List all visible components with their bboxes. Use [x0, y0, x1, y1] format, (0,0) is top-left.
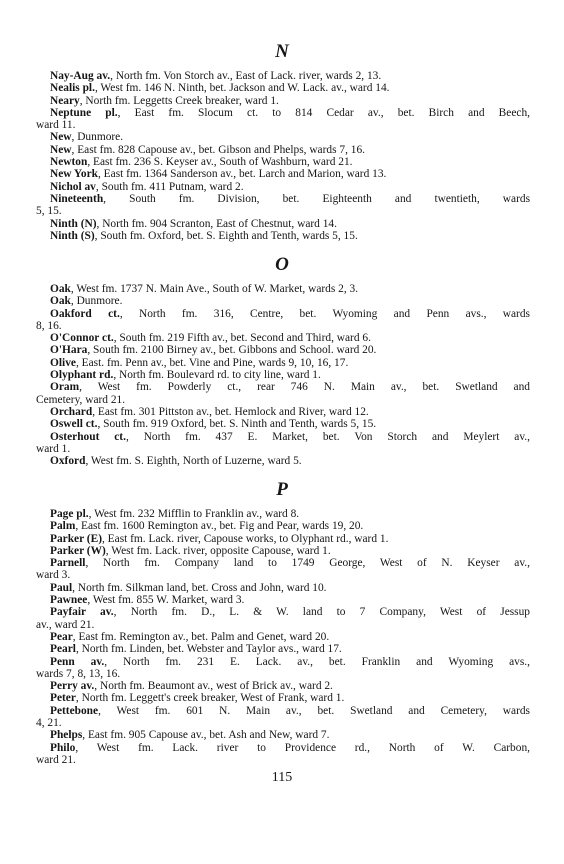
street-entry	[18, 381, 530, 393]
section-p-entries	[18, 508, 530, 766]
entry-continuation	[18, 619, 530, 631]
street-name: New York	[50, 168, 98, 181]
street-description: , Dunmore.	[70, 295, 123, 308]
street-entry	[18, 520, 530, 532]
street-name: Orchard	[50, 405, 93, 418]
street-name: Oak	[50, 295, 71, 308]
street-description: , North fm. Leggetts Creek breaker, ward 1.	[79, 94, 279, 107]
street-name: Pear	[50, 630, 73, 643]
street-entry	[18, 705, 530, 717]
street-description: , North fm. Linden, bet. Webster and Taylor avs., ward 17.	[75, 643, 342, 656]
street-name: Pawnee	[50, 594, 88, 607]
street-entry	[18, 332, 530, 344]
street-description: , West fm. 601 N. Main av., bet. Swetland and Cemetery, wards	[98, 704, 530, 717]
street-description: , East fm. 236 S. Keyser av., South of Washburn, ward 21.	[87, 156, 353, 169]
street-name: O'Connor ct.	[50, 332, 114, 345]
street-entry	[18, 742, 530, 754]
street-description: , South fm. 411 Putnam, ward 2.	[95, 180, 244, 193]
street-description: , East fm. 905 Capouse av., bet. Ash and New, ward 7.	[82, 729, 330, 742]
street-name: Parnell	[50, 557, 86, 570]
street-name: Payfair av.	[50, 606, 114, 619]
street-name: Nineteenth	[50, 192, 104, 205]
street-description: , North fm. Boulevard rd. to city line, ward 1.	[113, 369, 321, 382]
section-letter-n: N	[275, 41, 289, 62]
street-name: Oram	[50, 381, 80, 394]
street-description: , North fm. 437 E. Market, bet. Von Storch and Meylert av.,	[125, 430, 530, 443]
street-description: , West fm. 232 Mifflin to Franklin av., ward 8.	[88, 508, 300, 520]
street-description: , East fm. Remington av., bet. Palm and Genet, ward 20.	[72, 630, 330, 643]
street-entry	[18, 369, 530, 381]
street-description: , West fm. 1737 N. Main Ave., South of W. Market, wards 2, 3.	[70, 283, 359, 295]
street-entry	[18, 156, 530, 168]
street-description: ward 21.	[36, 753, 76, 766]
street-description: , South fm. Division, bet. Eighteenth and twentieth, wards	[103, 192, 530, 205]
street-entry	[18, 357, 530, 369]
street-name: Neptune pl.	[50, 106, 118, 119]
section-letter-o: O	[275, 254, 289, 275]
street-description: ward 11.	[36, 119, 76, 132]
street-entry	[18, 131, 530, 143]
section-n-entries	[18, 70, 530, 242]
street-name: Pearl	[50, 643, 76, 656]
entry-continuation	[18, 119, 530, 131]
street-entry	[18, 406, 530, 418]
street-description: , North fm. Beaumont av., west of Brick av., ward 2.	[94, 680, 333, 693]
entry-continuation	[18, 754, 530, 766]
street-entry	[18, 582, 530, 594]
street-description: , Dunmore.	[71, 131, 124, 144]
street-name: Oakford ct.	[50, 307, 120, 320]
street-description: Cemetery, ward 21.	[36, 393, 126, 406]
street-description: , South fm. 919 Oxford, bet. S. Ninth and Tenth, wards 5, 15.	[97, 418, 377, 431]
street-entry	[18, 144, 530, 156]
street-description: , East fm. 828 Capouse av., bet. Gibson and Phelps, wards 7, 16.	[71, 143, 365, 156]
street-description: , North fm. 316, Centre, bet. Wyoming and Penn avs., wards	[119, 307, 530, 320]
section-letter-p: P	[276, 479, 288, 500]
street-name: Palm	[50, 520, 76, 533]
street-entry	[18, 455, 530, 467]
street-description: , North fm. Von Storch av., East of Lack. river, wards 2, 13.	[110, 70, 382, 82]
street-entry	[18, 508, 530, 520]
street-description: , West fm. 855 W. Market, ward 3.	[87, 594, 245, 607]
street-entry	[18, 295, 530, 307]
street-name: Ninth (S)	[50, 229, 95, 242]
street-name: New	[50, 143, 72, 156]
street-entry	[18, 729, 530, 741]
street-entry	[18, 431, 530, 443]
street-name: Osterhout ct.	[50, 430, 126, 443]
street-name: Ninth (N)	[50, 217, 97, 230]
street-description: , West fm. S. Eighth, North of Luzerne, ward 5.	[85, 455, 302, 468]
street-name: Pettebone	[50, 704, 99, 717]
street-entry	[18, 230, 530, 242]
street-name: Page pl.	[50, 508, 89, 520]
street-name: Parker (W)	[50, 544, 106, 557]
street-entry	[18, 594, 530, 606]
street-entry	[18, 193, 530, 205]
entry-continuation	[18, 569, 530, 581]
street-entry	[18, 107, 530, 119]
street-entry	[18, 545, 530, 557]
street-name: Olyphant rd.	[50, 369, 114, 382]
street-entry	[18, 344, 530, 356]
street-name: Nealis pl.	[50, 82, 95, 95]
street-description: 8, 16.	[36, 319, 62, 332]
street-description: , West fm. 146 N. Ninth, bet. Jackson and W. Lack. av., ward 14.	[94, 82, 390, 95]
street-name: O'Hara	[50, 344, 88, 357]
street-name: Parker (E)	[50, 532, 102, 545]
street-name: Oak	[50, 283, 71, 295]
entry-continuation	[18, 668, 530, 680]
street-entry	[18, 308, 530, 320]
street-description: , East. fm. Penn av., bet. Vine and Pine, wards 9, 10, 16, 17.	[75, 356, 349, 369]
street-entry	[18, 656, 530, 668]
street-name: Oswell ct.	[50, 418, 98, 431]
street-description: , West fm. Lack. river, opposite Capouse, ward 1.	[105, 544, 331, 557]
street-name: Peter	[50, 692, 76, 705]
street-description: ward 1.	[36, 442, 71, 455]
street-name: Phelps	[50, 729, 83, 742]
street-description: 4, 21.	[36, 717, 62, 730]
street-description: , North fm. 231 E. Lack. av., bet. Franklin and Wyoming avs.,	[104, 655, 531, 668]
street-description: , North fm. 904 Scranton, East of Chestnut, ward 14.	[96, 217, 337, 230]
street-description: , East fm. 1364 Sanderson av., bet. Larch and Marion, ward 13.	[97, 168, 387, 181]
street-entry	[18, 631, 530, 643]
street-name: Nay-Aug av.	[50, 70, 111, 82]
street-entry	[18, 680, 530, 692]
section-o-entries	[18, 283, 530, 467]
street-description: , South fm. 219 Fifth av., bet. Second and Third, ward 6.	[113, 332, 371, 345]
street-name: New	[50, 131, 72, 144]
street-description: , North fm. Silkman land, bet. Cross and John, ward 10.	[72, 581, 327, 594]
street-entry	[18, 95, 530, 107]
street-description: , North fm. D., L. & W. land to 7 Company, West of Jessup	[113, 606, 530, 619]
street-name: Oxford	[50, 455, 86, 468]
street-description: , South fm. Oxford, bet. S. Eighth and Tenth, wards 5, 15.	[94, 229, 358, 242]
street-entry	[18, 82, 530, 94]
street-description: , North fm. Company land to 1749 George, West of N. Keyser av.,	[85, 557, 530, 570]
street-entry	[18, 70, 530, 82]
street-entry	[18, 181, 530, 193]
street-description: , North fm. Leggett's creek breaker, West of Frank, ward 1.	[75, 692, 345, 705]
page-number: 115	[271, 770, 293, 785]
street-entry	[18, 557, 530, 569]
street-entry	[18, 418, 530, 430]
entry-continuation	[18, 443, 530, 455]
entry-continuation	[18, 205, 530, 217]
street-description: , West fm. Powderly ct., rear 746 N. Main av., bet. Swetland and	[79, 381, 530, 394]
street-name: Olive	[50, 356, 76, 369]
street-entry	[18, 692, 530, 704]
street-name: Perry av.	[50, 680, 95, 693]
street-description: av., ward 21.	[36, 618, 95, 631]
street-description: , South fm. 2100 Birney av., bet. Gibbons and School. ward 20.	[87, 344, 377, 357]
street-entry	[18, 168, 530, 180]
street-description: , East fm. Slocum ct. to 814 Cedar av., bet. Birch and Beech,	[117, 106, 530, 119]
street-name: Penn av.	[50, 655, 105, 668]
street-name: Neary	[50, 94, 80, 107]
entry-continuation	[18, 717, 530, 729]
street-description: , East fm. 1600 Remington av., bet. Fig and Pear, wards 19, 20.	[75, 520, 364, 533]
street-entry	[18, 606, 530, 618]
street-description: , West fm. Lack. river to Providence rd., North of W. Carbon,	[75, 741, 530, 754]
street-name: Philo	[50, 741, 76, 754]
street-name: Paul	[50, 581, 73, 594]
street-name: Newton	[50, 156, 88, 169]
street-entry	[18, 533, 530, 545]
street-description: , East fm. Lack. river, Capouse works, to Olyphant rd., ward 1.	[101, 532, 389, 545]
street-description: 5, 15.	[36, 205, 62, 218]
street-entry	[18, 218, 530, 230]
street-entry	[18, 643, 530, 655]
entry-continuation	[18, 394, 530, 406]
street-description: ward 3.	[36, 569, 71, 582]
street-entry	[18, 283, 530, 295]
street-name: Nichol av	[50, 180, 96, 193]
entry-continuation	[18, 320, 530, 332]
street-description: , East fm. 301 Pittston av., bet. Hemlock and River, ward 12.	[92, 405, 369, 418]
street-description: wards 7, 8, 13, 16.	[36, 667, 121, 680]
